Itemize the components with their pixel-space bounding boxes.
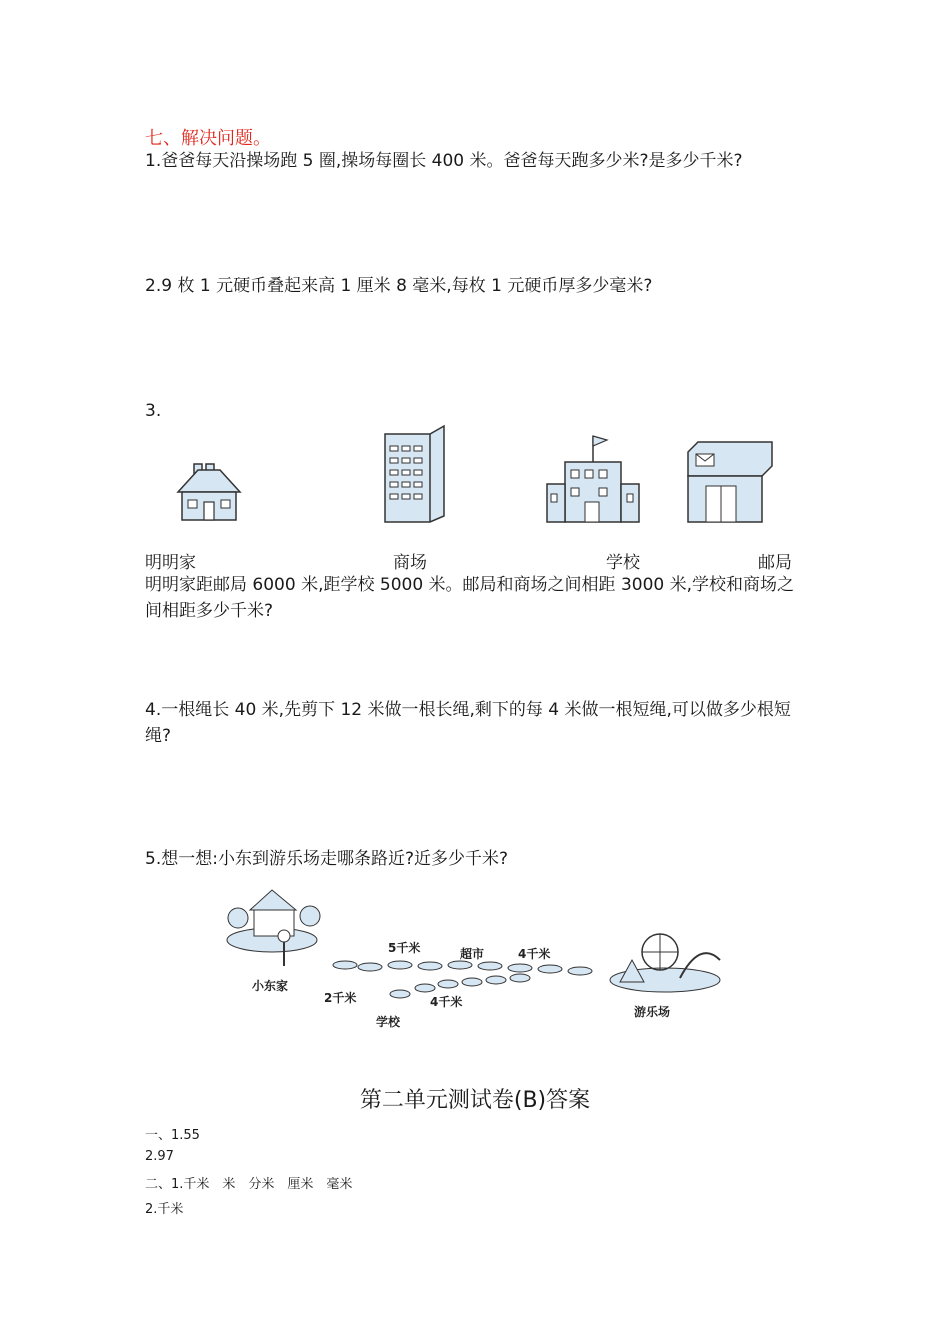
place-label-school: 学校 [606, 553, 640, 573]
map-label-amusement-park: 游乐场 [634, 1005, 671, 1019]
home-illustration [227, 890, 320, 966]
question-3-number: 3. [145, 401, 162, 421]
map-label-distance-5km: 5千米 [388, 941, 421, 955]
place-label-mall: 商场 [393, 553, 427, 573]
answer-line-1: 一、1.55 [145, 1128, 200, 1143]
school-building-icon [545, 432, 645, 524]
amusement-park-illustration [610, 934, 720, 992]
answer-title: 第二单元测试卷(B)答案 [359, 1088, 591, 1113]
place-label-home: 明明家 [145, 553, 196, 573]
section-title: 七、解决问题。 [145, 128, 271, 149]
question-4: 4.一根绳长 40 米,先剪下 12 米做一根长绳,剩下的每 4 米做一根短绳,可以做多少根短绳? [145, 700, 791, 746]
answer-line-2: 2.97 [145, 1149, 174, 1164]
map-label-distance-4km-bottom: 4千米 [430, 995, 463, 1009]
map-label-distance-2km: 2千米 [324, 991, 357, 1005]
mall-building-icon [380, 424, 450, 524]
post-office-icon [684, 438, 776, 524]
map-label-school: 学校 [376, 1015, 401, 1029]
question-1: 1.爸爸每天沿操场跑 5 圈,操场每圈长 400 米。爸爸每天跑多少米?是多少千米? [145, 151, 743, 171]
house-icon [174, 462, 244, 524]
route-map [220, 870, 730, 1040]
answer-line-4: 2.千米 [145, 1202, 184, 1217]
map-label-distance-4km-top: 4千米 [518, 947, 551, 961]
answer-line-3: 二、1.千米 米 分米 厘米 毫米 [145, 1177, 353, 1192]
question-2: 2.9 枚 1 元硬币叠起来高 1 厘米 8 毫米,每枚 1 元硬币厚多少毫米? [145, 276, 653, 296]
place-label-post-office: 邮局 [758, 553, 792, 573]
question-3: 明明家距邮局 6000 米,距学校 5000 米。邮局和商场之间相距 3000 米,学校和商场之间相距多少千米? [145, 575, 795, 621]
map-label-supermarket: 超市 [460, 947, 485, 961]
question-5: 5.想一想:小东到游乐场走哪条路近?近多少千米? [145, 849, 508, 869]
map-label-home: 小东家 [252, 979, 289, 993]
